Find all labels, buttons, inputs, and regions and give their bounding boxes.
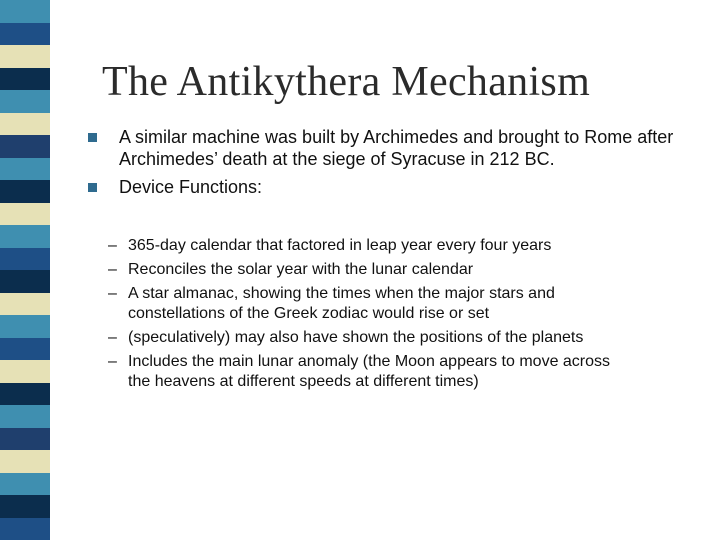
sub-bullet-item bbox=[108, 328, 628, 348]
sub-bullet-list bbox=[0, 236, 628, 396]
sub-bullet-text: (speculatively) may also have shown the positions of the planets bbox=[128, 329, 584, 346]
bullet-item bbox=[88, 176, 708, 198]
color-stripe bbox=[0, 45, 50, 68]
color-stripe bbox=[0, 135, 50, 158]
sub-bullet-item bbox=[108, 236, 628, 256]
dash-bullet: – bbox=[108, 353, 117, 370]
dash-bullet: – bbox=[108, 329, 117, 346]
dash-bullet: – bbox=[108, 285, 117, 302]
sub-bullet-item bbox=[108, 352, 628, 392]
dash-bullet: – bbox=[108, 261, 117, 278]
color-stripe bbox=[0, 158, 50, 181]
square-bullet-icon bbox=[88, 133, 97, 142]
square-bullet-icon bbox=[88, 183, 97, 192]
bullet-text: Device Functions: bbox=[119, 177, 263, 197]
color-stripe bbox=[0, 90, 50, 113]
color-stripe bbox=[0, 518, 50, 540]
color-stripe bbox=[0, 23, 50, 46]
sub-bullet-item bbox=[108, 260, 628, 280]
color-stripe bbox=[0, 428, 50, 451]
sub-bullet-text: Reconciles the solar year with the lunar calendar bbox=[128, 261, 474, 278]
color-stripe bbox=[0, 405, 50, 428]
sub-bullet-text: A star almanac, showing the times when the major stars and constellations of the Greek zodiac would rise or set bbox=[128, 285, 555, 322]
dash-bullet: – bbox=[108, 237, 117, 254]
sub-bullet-text: 365-day calendar that factored in leap year every four years bbox=[128, 237, 552, 254]
bullet-list bbox=[88, 126, 708, 204]
color-stripe bbox=[0, 68, 50, 91]
color-stripe bbox=[0, 180, 50, 203]
sub-bullet-text: Includes the main lunar anomaly (the Moon appears to move across the heavens at different speeds at different times) bbox=[128, 353, 611, 390]
color-stripe bbox=[0, 473, 50, 496]
color-stripe bbox=[0, 0, 50, 23]
color-stripe bbox=[0, 203, 50, 226]
sub-bullet-item bbox=[108, 284, 628, 324]
color-stripe bbox=[0, 450, 50, 473]
slide-title: The Antikythera Mechanism bbox=[102, 59, 591, 105]
bullet-item bbox=[88, 126, 708, 170]
bullet-text: A similar machine was built by Archimedes and brought to Rome after Archimedes’ death at the siege of Syracuse in 212 BC. bbox=[119, 127, 674, 169]
color-stripe bbox=[0, 495, 50, 518]
color-stripe bbox=[0, 113, 50, 136]
